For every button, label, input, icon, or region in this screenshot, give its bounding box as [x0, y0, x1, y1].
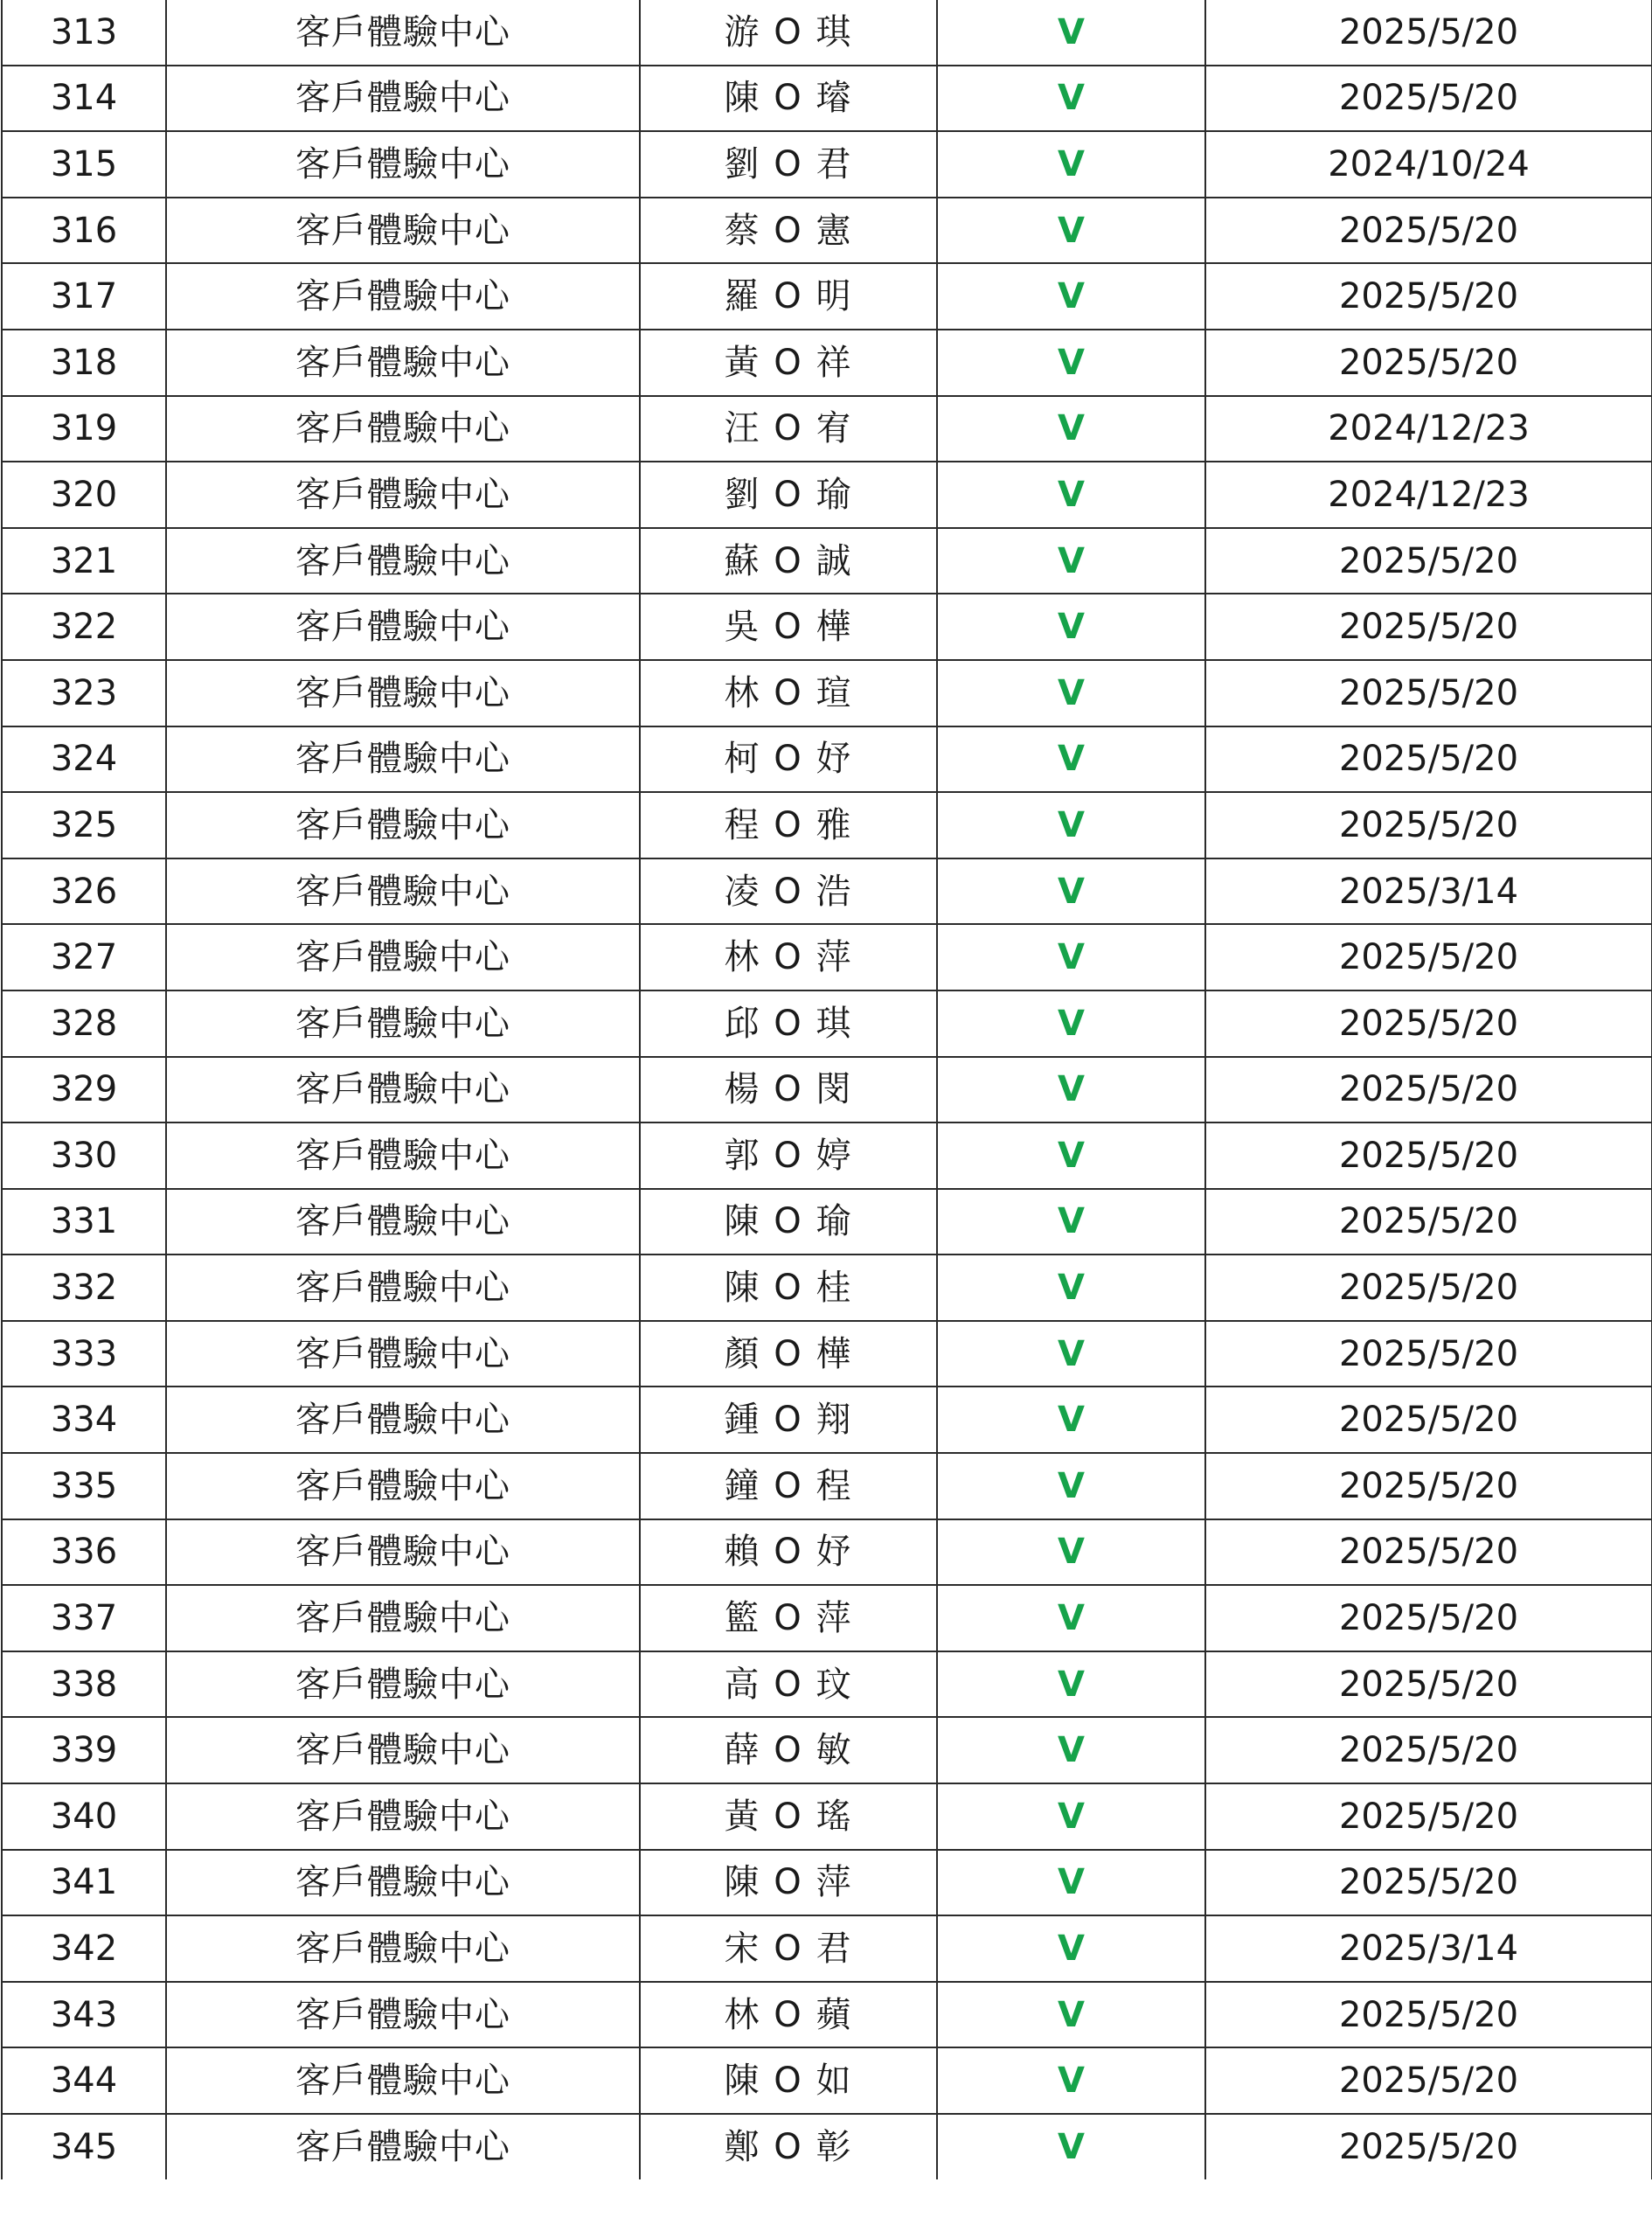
- row-number: 314: [2, 66, 166, 132]
- department-cell: 客戶體驗中心: [166, 1321, 640, 1387]
- person-name-cell: 陳 O 萍: [640, 1850, 937, 1916]
- department-cell: 客戶體驗中心: [166, 131, 640, 198]
- check-mark: V: [937, 1057, 1205, 1123]
- person-name-cell: 游 O 琪: [640, 0, 937, 66]
- table-row: [2, 1453, 1652, 1519]
- person-name-cell: 楊 O 閔: [640, 1057, 937, 1123]
- table-row: [2, 528, 1652, 594]
- department-cell: 客戶體驗中心: [166, 924, 640, 990]
- date-cell: 2025/5/20: [1205, 198, 1652, 264]
- check-mark: V: [937, 594, 1205, 660]
- check-mark: V: [937, 1321, 1205, 1387]
- table-row: [2, 1783, 1652, 1850]
- person-name-cell: 柯 O 妤: [640, 726, 937, 793]
- department-cell: 客戶體驗中心: [166, 2114, 640, 2179]
- table-row: [2, 792, 1652, 858]
- date-cell: 2025/5/20: [1205, 990, 1652, 1057]
- table-row: [2, 2114, 1652, 2179]
- department-cell: 客戶體驗中心: [166, 1453, 640, 1519]
- person-name-cell: 汪 O 宥: [640, 396, 937, 462]
- department-cell: 客戶體驗中心: [166, 198, 640, 264]
- person-name-cell: 凌 O 浩: [640, 858, 937, 925]
- date-cell: 2025/5/20: [1205, 1519, 1652, 1586]
- person-name-cell: 蘇 O 誠: [640, 528, 937, 594]
- date-cell: 2024/12/23: [1205, 396, 1652, 462]
- row-number: 317: [2, 263, 166, 330]
- department-cell: 客戶體驗中心: [166, 660, 640, 726]
- row-number: 313: [2, 0, 166, 66]
- check-mark: V: [937, 528, 1205, 594]
- row-number: 334: [2, 1387, 166, 1453]
- department-cell: 客戶體驗中心: [166, 1651, 640, 1718]
- row-number: 325: [2, 792, 166, 858]
- date-cell: 2025/5/20: [1205, 1850, 1652, 1916]
- check-mark: V: [937, 1783, 1205, 1850]
- table-row: [2, 594, 1652, 660]
- department-cell: 客戶體驗中心: [166, 858, 640, 925]
- date-cell: 2025/5/20: [1205, 1321, 1652, 1387]
- table-row: [2, 1122, 1652, 1189]
- person-name-cell: 高 O 玟: [640, 1651, 937, 1718]
- check-mark: V: [937, 263, 1205, 330]
- check-mark: V: [937, 990, 1205, 1057]
- department-cell: 客戶體驗中心: [166, 792, 640, 858]
- date-cell: 2025/5/20: [1205, 2114, 1652, 2179]
- row-number: 330: [2, 1122, 166, 1189]
- row-number: 331: [2, 1189, 166, 1255]
- table-row: [2, 0, 1652, 66]
- table-row: [2, 66, 1652, 132]
- date-cell: 2025/5/20: [1205, 1783, 1652, 1850]
- row-number: 326: [2, 858, 166, 925]
- person-name-cell: 程 O 雅: [640, 792, 937, 858]
- person-name-cell: 陳 O 桂: [640, 1255, 937, 1321]
- department-cell: 客戶體驗中心: [166, 1122, 640, 1189]
- department-cell: 客戶體驗中心: [166, 528, 640, 594]
- check-mark: V: [937, 726, 1205, 793]
- department-cell: 客戶體驗中心: [166, 462, 640, 528]
- row-number: 323: [2, 660, 166, 726]
- row-number: 322: [2, 594, 166, 660]
- person-name-cell: 林 O 瑄: [640, 660, 937, 726]
- table-row: [2, 858, 1652, 925]
- date-cell: 2025/5/20: [1205, 1585, 1652, 1651]
- table-row: [2, 263, 1652, 330]
- row-number: 335: [2, 1453, 166, 1519]
- date-cell: 2024/12/23: [1205, 462, 1652, 528]
- department-cell: 客戶體驗中心: [166, 2047, 640, 2114]
- row-number: 342: [2, 1915, 166, 1982]
- roster-table: [1, 0, 1652, 2179]
- row-number: 332: [2, 1255, 166, 1321]
- table-row: [2, 1387, 1652, 1453]
- department-cell: 客戶體驗中心: [166, 1915, 640, 1982]
- person-name-cell: 鍾 O 翔: [640, 1387, 937, 1453]
- table-row: [2, 1255, 1652, 1321]
- date-cell: 2025/5/20: [1205, 594, 1652, 660]
- table-row: [2, 462, 1652, 528]
- person-name-cell: 吳 O 樺: [640, 594, 937, 660]
- date-cell: 2025/5/20: [1205, 1189, 1652, 1255]
- date-cell: 2025/5/20: [1205, 660, 1652, 726]
- department-cell: 客戶體驗中心: [166, 1255, 640, 1321]
- person-name-cell: 陳 O 瑜: [640, 1189, 937, 1255]
- person-name-cell: 劉 O 瑜: [640, 462, 937, 528]
- department-cell: 客戶體驗中心: [166, 330, 640, 396]
- table-row: [2, 1321, 1652, 1387]
- row-number: 333: [2, 1321, 166, 1387]
- check-mark: V: [937, 1453, 1205, 1519]
- table-row: [2, 2047, 1652, 2114]
- person-name-cell: 陳 O 如: [640, 2047, 937, 2114]
- row-number: 316: [2, 198, 166, 264]
- table-row: [2, 726, 1652, 793]
- person-name-cell: 邱 O 琪: [640, 990, 937, 1057]
- date-cell: 2025/5/20: [1205, 528, 1652, 594]
- check-mark: V: [937, 66, 1205, 132]
- date-cell: 2025/5/20: [1205, 1387, 1652, 1453]
- date-cell: 2025/5/20: [1205, 1255, 1652, 1321]
- check-mark: V: [937, 396, 1205, 462]
- table-row: [2, 1717, 1652, 1783]
- department-cell: 客戶體驗中心: [166, 396, 640, 462]
- check-mark: V: [937, 198, 1205, 264]
- department-cell: 客戶體驗中心: [166, 1387, 640, 1453]
- row-number: 318: [2, 330, 166, 396]
- check-mark: V: [937, 462, 1205, 528]
- row-number: 338: [2, 1651, 166, 1718]
- person-name-cell: 鄭 O 彰: [640, 2114, 937, 2179]
- check-mark: V: [937, 131, 1205, 198]
- row-number: 329: [2, 1057, 166, 1123]
- row-number: 340: [2, 1783, 166, 1850]
- person-name-cell: 郭 O 婷: [640, 1122, 937, 1189]
- date-cell: 2025/5/20: [1205, 1453, 1652, 1519]
- date-cell: 2025/5/20: [1205, 792, 1652, 858]
- department-cell: 客戶體驗中心: [166, 1982, 640, 2048]
- department-cell: 客戶體驗中心: [166, 263, 640, 330]
- check-mark: V: [937, 2047, 1205, 2114]
- date-cell: 2025/3/14: [1205, 1915, 1652, 1982]
- person-name-cell: 羅 O 明: [640, 263, 937, 330]
- table-row: [2, 660, 1652, 726]
- check-mark: V: [937, 858, 1205, 925]
- department-cell: 客戶體驗中心: [166, 66, 640, 132]
- table-row: [2, 1057, 1652, 1123]
- check-mark: V: [937, 330, 1205, 396]
- department-cell: 客戶體驗中心: [166, 1850, 640, 1916]
- table-row: [2, 1915, 1652, 1982]
- person-name-cell: 蔡 O 憲: [640, 198, 937, 264]
- row-number: 345: [2, 2114, 166, 2179]
- department-cell: 客戶體驗中心: [166, 990, 640, 1057]
- check-mark: V: [937, 1519, 1205, 1586]
- date-cell: 2025/5/20: [1205, 66, 1652, 132]
- check-mark: V: [937, 1189, 1205, 1255]
- person-name-cell: 林 O 萍: [640, 924, 937, 990]
- check-mark: V: [937, 1387, 1205, 1453]
- check-mark: V: [937, 1850, 1205, 1916]
- check-mark: V: [937, 2114, 1205, 2179]
- roster-body: [2, 0, 1652, 2179]
- department-cell: 客戶體驗中心: [166, 594, 640, 660]
- department-cell: 客戶體驗中心: [166, 1519, 640, 1586]
- date-cell: 2025/5/20: [1205, 1122, 1652, 1189]
- row-number: 321: [2, 528, 166, 594]
- row-number: 336: [2, 1519, 166, 1586]
- row-number: 341: [2, 1850, 166, 1916]
- check-mark: V: [937, 660, 1205, 726]
- person-name-cell: 顏 O 樺: [640, 1321, 937, 1387]
- table-row: [2, 1982, 1652, 2048]
- check-mark: V: [937, 1915, 1205, 1982]
- date-cell: 2024/10/24: [1205, 131, 1652, 198]
- department-cell: 客戶體驗中心: [166, 0, 640, 66]
- row-number: 328: [2, 990, 166, 1057]
- person-name-cell: 宋 O 君: [640, 1915, 937, 1982]
- table-row: [2, 131, 1652, 198]
- table-row: [2, 1850, 1652, 1916]
- person-name-cell: 賴 O 妤: [640, 1519, 937, 1586]
- date-cell: 2025/5/20: [1205, 726, 1652, 793]
- department-cell: 客戶體驗中心: [166, 1057, 640, 1123]
- check-mark: V: [937, 1255, 1205, 1321]
- row-number: 315: [2, 131, 166, 198]
- check-mark: V: [937, 1982, 1205, 2048]
- date-cell: 2025/5/20: [1205, 0, 1652, 66]
- row-number: 343: [2, 1982, 166, 2048]
- department-cell: 客戶體驗中心: [166, 1189, 640, 1255]
- table-row: [2, 330, 1652, 396]
- person-name-cell: 黃 O 祥: [640, 330, 937, 396]
- table-row: [2, 1189, 1652, 1255]
- table-row: [2, 396, 1652, 462]
- check-mark: V: [937, 924, 1205, 990]
- date-cell: 2025/5/20: [1205, 2047, 1652, 2114]
- check-mark: V: [937, 0, 1205, 66]
- date-cell: 2025/5/20: [1205, 263, 1652, 330]
- date-cell: 2025/5/20: [1205, 330, 1652, 396]
- person-name-cell: 籃 O 萍: [640, 1585, 937, 1651]
- person-name-cell: 薛 O 敏: [640, 1717, 937, 1783]
- table-row: [2, 198, 1652, 264]
- row-number: 319: [2, 396, 166, 462]
- row-number: 320: [2, 462, 166, 528]
- date-cell: 2025/5/20: [1205, 1057, 1652, 1123]
- date-cell: 2025/5/20: [1205, 1651, 1652, 1718]
- check-mark: V: [937, 792, 1205, 858]
- table-row: [2, 1585, 1652, 1651]
- check-mark: V: [937, 1122, 1205, 1189]
- department-cell: 客戶體驗中心: [166, 726, 640, 793]
- person-name-cell: 劉 O 君: [640, 131, 937, 198]
- table-row: [2, 1519, 1652, 1586]
- person-name-cell: 鐘 O 程: [640, 1453, 937, 1519]
- department-cell: 客戶體驗中心: [166, 1717, 640, 1783]
- person-name-cell: 陳 O 璿: [640, 66, 937, 132]
- department-cell: 客戶體驗中心: [166, 1783, 640, 1850]
- check-mark: V: [937, 1717, 1205, 1783]
- row-number: 327: [2, 924, 166, 990]
- person-name-cell: 林 O 蘋: [640, 1982, 937, 2048]
- row-number: 344: [2, 2047, 166, 2114]
- date-cell: 2025/3/14: [1205, 858, 1652, 925]
- date-cell: 2025/5/20: [1205, 1982, 1652, 2048]
- check-mark: V: [937, 1585, 1205, 1651]
- person-name-cell: 黃 O 瑤: [640, 1783, 937, 1850]
- table-row: [2, 924, 1652, 990]
- date-cell: 2025/5/20: [1205, 924, 1652, 990]
- table-row: [2, 1651, 1652, 1718]
- row-number: 324: [2, 726, 166, 793]
- row-number: 337: [2, 1585, 166, 1651]
- date-cell: 2025/5/20: [1205, 1717, 1652, 1783]
- check-mark: V: [937, 1651, 1205, 1718]
- row-number: 339: [2, 1717, 166, 1783]
- table-row: [2, 990, 1652, 1057]
- department-cell: 客戶體驗中心: [166, 1585, 640, 1651]
